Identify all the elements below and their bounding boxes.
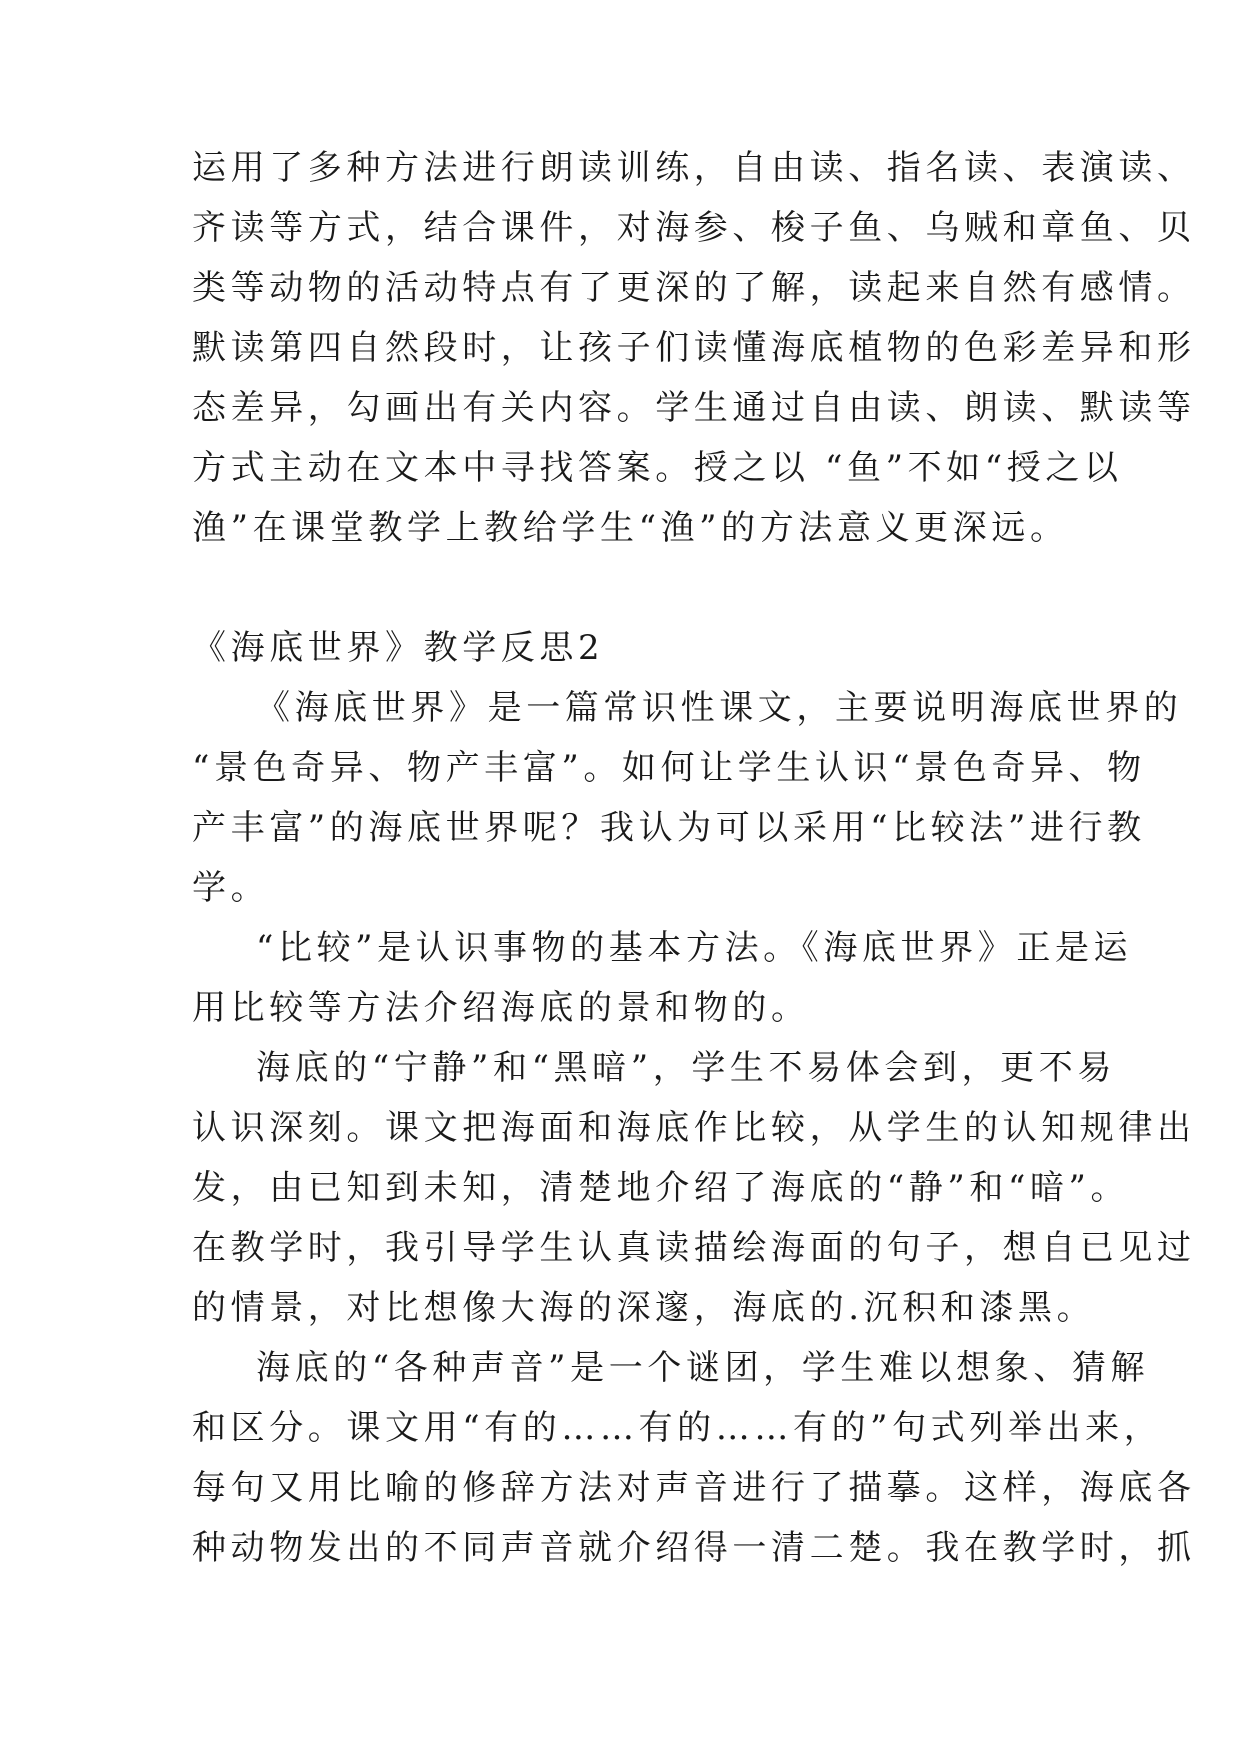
text-line: 用比较等方法介绍海底的景和物的。 [192, 988, 810, 1028]
section-heading: 《海底世界》教学反思2 [192, 628, 605, 668]
text-line: 默读第四自然段时，让孩子们读懂海底植物的色彩差异和形 [192, 328, 1196, 368]
text-line: 运用了多种方法进行朗读训练，自由读、指名读、表演读、 [192, 148, 1196, 188]
text-line: 渔”在课堂教学上教给学生“渔”的方法意义更深远。 [192, 508, 1069, 548]
paragraph-start: 海底的“宁静”和“黑暗”，学生不易体会到，更不易 [256, 1048, 1116, 1088]
paragraph-start: 《海底世界》是一篇常识性课文，主要说明海底世界的 [256, 688, 1183, 728]
text-line: 类等动物的活动特点有了更深的了解，读起来自然有感情。 [192, 268, 1196, 308]
paragraph-start: 海底的“各种声音”是一个谜团，学生难以想象、猜解 [256, 1348, 1150, 1388]
text-line: 的情景，对比想像大海的深邃，海底的.沉积和漆黑。 [192, 1288, 1096, 1328]
text-line: “景色奇异、物产丰富”。如何让学生认识“景色奇异、物 [192, 748, 1146, 788]
text-line: 学。 [192, 868, 270, 908]
text-line: 在教学时，我引导学生认真读描绘海面的句子，想自已见过 [192, 1228, 1196, 1268]
text-line: 齐读等方式，结合课件，对海参、梭子鱼、乌贼和章鱼、贝 [192, 208, 1196, 248]
text-line: 方式主动在文本中寻找答案。授之以 “鱼”不如“授之以 [192, 448, 1123, 488]
text-line: 和区分。课文用“有的……有的……有的”句式列举出来， [192, 1408, 1163, 1448]
text-line: 产丰富”的海底世界呢？我认为可以采用“比较法”进行教 [192, 808, 1146, 848]
paragraph-start: “比较”是认识事物的基本方法。《海底世界》正是运 [256, 928, 1133, 968]
text-line: 认识深刻。课文把海面和海底作比较，从学生的认知规律出 [192, 1108, 1196, 1148]
text-line: 发，由已知到未知，清楚地介绍了海底的“静”和“暗”。 [192, 1168, 1130, 1208]
text-line: 态差异，勾画出有关内容。学生通过自由读、朗读、默读等 [192, 388, 1196, 428]
text-line: 每句又用比喻的修辞方法对声音进行了描摹。这样，海底各 [192, 1468, 1196, 1508]
text-line: 种动物发出的不同声音就介绍得一清二楚。我在教学时，抓 [192, 1528, 1196, 1568]
